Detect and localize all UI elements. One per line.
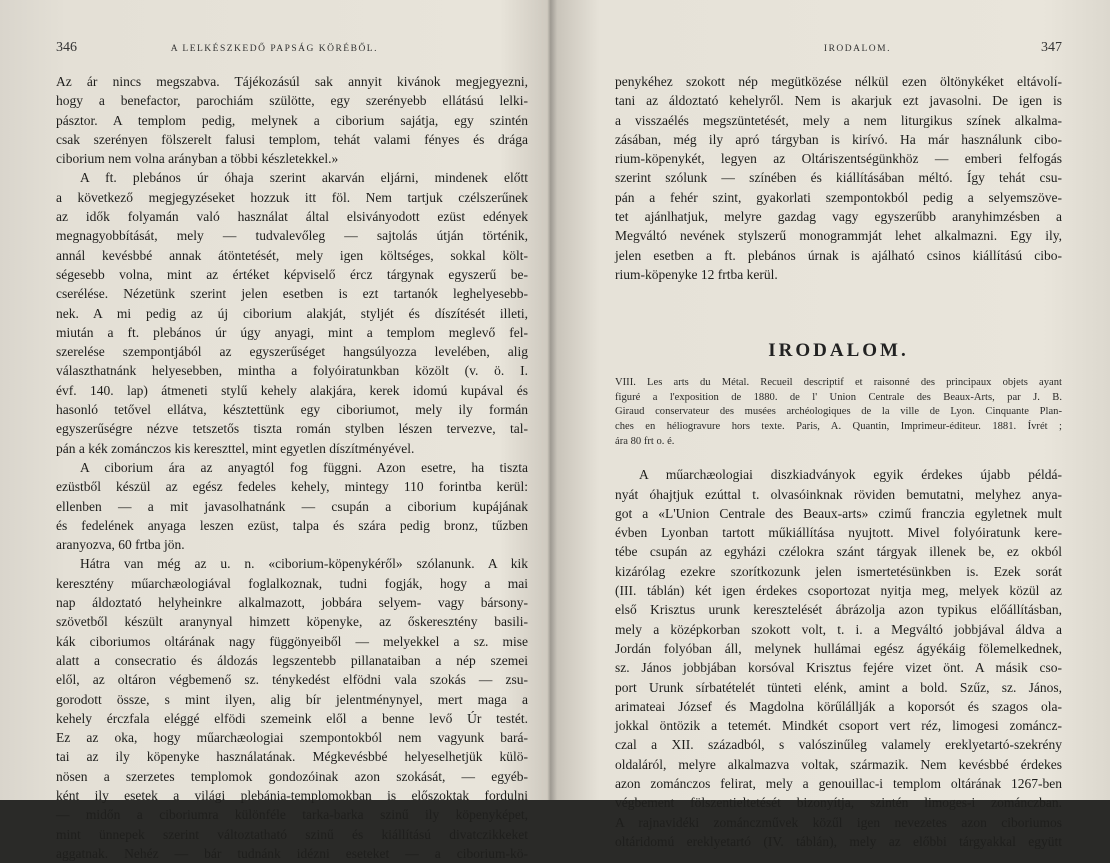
text-line: ches en héliogravure hors texte. Paris, A. Quantin, Imprimeur-éditeur. 1881. Ívrét ; [615,421,1062,433]
text-line: Giraud conservateur des musées archéologiques de la ville de Lyon. Cinquante Plan- [615,406,1062,418]
text-line: czal a XII. századból, s valószinűleg valamely ereklyetartó-szekrény [615,737,1062,753]
text-line: és fedelének anyaga leszen ezüst, talpa és szára pedig bronz, tűzben [56,517,528,533]
text-line: miután a ft. plebános úr úgy anyagi, mint a templom meglevő fel- [56,324,528,340]
text-line: megnagyobbítását, mely — tudvalevőleg — sajtolás útján történik, [56,228,528,244]
text-line: sz. János jobbjában korsóval Krisztus fejére vizet önt. A másik cso- [615,660,1062,676]
text-line: tet ajánlhatjuk, melyre gazdag vagy egyszerűbb aranyhimzésben a [615,209,1062,225]
right-top-text [615,72,1062,284]
text-line: aranyozva, 60 frtba jön. [56,537,185,553]
text-line: szerint szólunk — színében és kiállításában méltó. Így tehát csu- [615,170,1062,186]
right-body-text [615,465,1062,851]
text-line: keresztény műarchæologiával foglalkoznak, tudni fogják, hogy a mai [56,575,528,591]
text-line: a következő megjegyzéseket hozzuk itt föl. Nem tartjuk czélszerűnek [56,189,528,205]
text-line: oldaláról, melyre alkalmazva voltak, származik. Nem kevésbbé érdekes [615,756,1062,772]
text-line: zásában, még ily apró tárgyban is kirívó. Ha már használunk cibo- [615,131,1062,147]
text-line: cserélése. Nézetünk szerint jelen esetben is ezt tartanók leghelyesebb- [56,286,528,302]
text-line: a visszaélés megszüntetését, mely a nem liturgikus színek alkalma- [615,112,1062,128]
text-line: nap áldoztató helyheinkre alkalmazott, jobbára selyem- vagy bársony- [56,595,528,611]
text-line: pán a kék zománczos kis kereszttel, mint egyetlen díszítményével. [56,440,415,456]
text-line: ára 80 frt o. é. [615,435,675,447]
text-line: szövetből készült aranynyal himzett köpenyke, az őskeresztény basili- [56,614,528,630]
text-line: tani az áldoztató kehelyről. Nem is akarjuk ezt javasolni. De igen is [615,93,1062,109]
text-line: oltáridomú ereklyetartó (IV. táblán), mely az előbbi tárgyakkal együtt [615,833,1062,849]
text-line: szerelése szempontjából az egyszerűséget hangsúlyozza levelében, alig [56,344,528,360]
text-line: ként ily esetek a világi plebánia-templomokban is előszoktak fordulni [56,787,528,803]
page-number: 346 [56,40,77,55]
text-line: Az ár nincs megszabva. Tájékozásúl sak annyit kivánok megjegyezni, [56,74,528,89]
text-line: arimateai József és Magdolna körűlállják a koporsót és szagos ola- [615,698,1062,714]
text-line: nek. A mi pedig az új ciborium alakját, styljét és díszítését illeti, [56,305,528,321]
text-line: pásztor. A templom pedig, melynek a ciborium sajátja, egy szintén [56,112,528,128]
text-line: kehely érczfala eléggé elfödi szemeink elől a benne levő Úr testét. [56,710,528,726]
text-line: azon zománczos felirat, mely a genouillac-i templom oltárának 1267-ben [615,775,1062,791]
right-page-header [615,40,1062,56]
text-line: ellenben — a mit javasolhatnánk — csupán a ciborium kupájának [56,498,528,514]
text-line: hogy a benefactor, parochiám szülötte, egy szerényebb ellátású lelki- [56,93,528,109]
running-head: A LELKÉSZKEDŐ PAPSÁG KÖRÉBŐL. [170,44,378,54]
text-line: mely a középkorban szokott volt, t. i. a Megváltó jobbjával áldva a [615,621,1062,637]
text-line: rium-köpenykét, legyen az Oltáriszentségünkhöz — emberi felfogás [615,151,1062,167]
text-line: évben Lyonban tartott műkiállítása nyujtott. Mivel folyóiratunk kere- [615,525,1062,541]
text-line: tai az ily köpenyke használatának. Mégkevésbbé helyeselhetjük külö- [56,749,528,765]
text-line: penykéhez szokott nép megütközése nélkül ezen öltönykéket eltávolí- [615,74,1062,89]
text-line: A ft. plebános úr óhaja szerint akarván eljárni, mindenek előtt [80,170,528,186]
text-line: gorodott össze, s mint ilyen, alig bír jelentménynyel, mert maga a [56,691,528,707]
text-line: A rajnavidéki zománczművek közűl igen nevezetes azon ciboriumos [615,814,1062,830]
running-head: IRODALOM. [823,44,891,54]
text-line: elől, az oltáron végbemenő sz. ténykedést elfödni vala szokás — zsu- [56,672,528,688]
text-line: jelen esetben a ft. plebános úrnak is ajálható csinos kiállítású cibo- [615,247,1062,263]
left-page-header [56,40,528,56]
right-page [557,0,1110,849]
text-line: kák ciboriumos oltárának nagy függönyeiből — melyekkel a sz. mise [56,633,528,649]
text-line: Ez az oka, hogy műarchæologiai szempontokból nem vagyunk bará- [56,730,528,746]
text-line: tébe csupán az egyházi czélokra szánt tárgyak illenek be, ez okból [615,544,1062,560]
text-line: nyát óhajtjuk ezúttal t. olvasóinknak röviden bemutatni, melyhez anya- [615,486,1062,502]
left-body [56,72,528,863]
text-line: port Urunk sírbatételét tünteti elénk, amint a bold. Szűz, sz. János, [615,679,1062,695]
text-line: évf. 140. lap) átmeneti stylű kehely alakjára, kerek idomú kupával és [56,382,528,398]
text-line: az idők folyamán való használat által elsiványodott ezüst edények [56,209,528,225]
text-line: figuré a l'exposition de 1880. de l' Union Centrale des Beaux-Arts, par J. B. [615,391,1062,403]
text-line: got a «L'Union Centrale des Beaux-arts» czimű franczia egyletnek mult [615,505,1062,521]
text-line: A ciborium ára az anyagtól fog függni. Azon esetre, ha tiszta [80,459,528,475]
text-line: pán a fehér szint, gyakorlati szempontokból pedig a selyemszöve- [615,189,1062,205]
text-line: első Krisztus urunk keresztelését ábrázolja azon typikus előállításban, [615,602,1062,618]
text-line: csak szerényen fölszerelt falusi templom, tehát valami fényes és drága [56,131,528,147]
text-line: ségesebb volna, mint az értéket képviselő ércz tárgynak egyszerű be- [56,266,528,282]
text-line: rium-köpenyke 12 frtba kerül. [615,266,778,282]
text-line: végbement fölszentieltetését bizonyítja, szintén limoges-i zománczban. [615,795,1062,811]
text-line: Jordán folyóban áll, melynek hullámai egész ágyékáig fölemelkednek, [615,640,1062,656]
left-page [0,0,550,861]
text-line: ezüstből készül az egész fedeles kehely, mintegy 110 forintba kerül: [56,479,528,495]
text-line: jokkal öntözik a tetemét. Mindkét csoport vert réz, limogesi zománcz- [615,718,1062,734]
text-line: — midőn a ciboriumra különféle tarka-barka szinű ily köpenyképet, [56,807,528,823]
text-line: annál kevésbbé annak átöntetését, mely igen költséges, sokkal költ- [56,247,528,263]
text-line: aggatnak. Nehéz — bár tudnánk idézni eseteket — a ciborium-kö- [56,845,528,861]
text-line: mint ünnepek szerint változtatható szinű és kiállítású divatczikkeket [56,826,528,842]
text-line: Megváltó nevének stylszerű monogrammját lehet alkalmazni. Egy ily, [615,228,1062,244]
text-line: egyszerűségre nézve tetszetős tiszta román stylben lészen tervezve, tal- [56,421,528,437]
text-line: kizárólag ezekre szorítkozunk jelen ismertetésünkben is. Ezek sorát [615,563,1062,579]
page-number: 347 [1041,40,1062,55]
text-line: alatt a consecratio és áldozás legszentebb pillanataiban a nép szemei [56,652,528,668]
section-title: IRODALOM. [768,340,909,362]
text-line: nösen a szerzetes templomok gondozóinak azon szokását, — egyéb- [56,768,528,784]
text-line: A műarchæologiai diszkiadványok egyik érdekes újabb példá- [639,467,1062,483]
bibliography-entry [615,376,1062,449]
text-line: ciborium nem volna arányban a többi készletekkel.» [56,151,339,167]
text-line: Hátra van még az u. n. «ciborium-köpenykéről» szólanunk. A kik [80,556,528,572]
text-line: VIII. Les arts du Métal. Recueil descriptif et raisonné des principaux objets ayant [615,377,1062,389]
text-line: hasonló tetővel ellátva, késztettünk egy ciboriumot, mely ily formán [56,402,528,418]
text-line: választhatnánk helyesebben, mintha a folyóiratunkban közölt (v. ö. I. [56,363,528,379]
text-line: (III. táblán) két igen érdekes csoportozat nyitja meg, melyek közül az [615,583,1062,599]
